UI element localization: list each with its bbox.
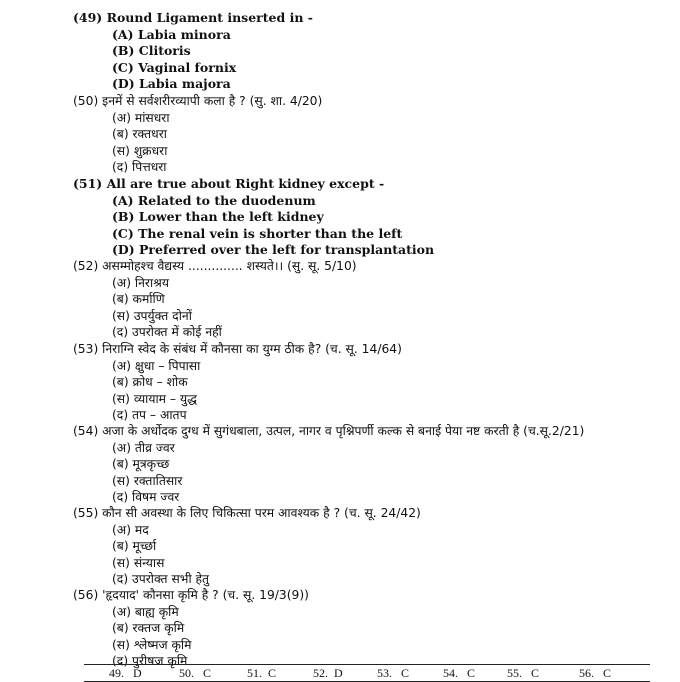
option-50-2: (ब) रक्तधरा: [112, 127, 167, 141]
option-56-4: (द) पुरीषज कृमि: [112, 654, 188, 668]
answer-key-item: 52. D: [313, 666, 343, 680]
option-49-3: (C) Vaginal fornix: [112, 59, 237, 75]
option-49-4: (D) Labia majora: [112, 76, 231, 91]
option-49-1: (A) Labia minora: [112, 26, 231, 42]
option-56-1: (अ) बाह्य कृमि: [112, 604, 179, 619]
option-52-4: (द) उपरोक्त में कोई नहीं: [112, 325, 222, 339]
option-51-3: (C) The renal vein is shorter than the left: [112, 225, 403, 241]
option-52-3: (स) उपर्युक्त दोनों: [112, 308, 192, 323]
option-53-4: (द) तप – आतप: [112, 408, 187, 422]
option-56-2: (ब) रक्तज कृमि: [112, 621, 185, 635]
question-49: (49) Round Ligament inserted in -: [73, 10, 313, 25]
answer-key-item: 53. C: [377, 666, 410, 680]
answer-key-item: 56. C: [579, 666, 612, 680]
option-51-4: (D) Preferred over the left for transplantation: [112, 242, 435, 257]
option-53-1: (अ) क्षुधा – पिपासा: [112, 358, 201, 373]
option-54-3: (स) रक्तातिसार: [112, 473, 183, 488]
question-55: (55) कौन सी अवस्था के लिए चिकित्सा परम आवश्यक है ? (च. सू. 24/42): [73, 506, 421, 520]
option-50-3: (स) शुक्रधरा: [112, 143, 168, 158]
answer-key-item: 55. C: [507, 666, 540, 680]
option-49-2: (B) Clitoris: [112, 43, 191, 58]
option-55-1: (अ) मद: [112, 522, 149, 537]
option-54-1: (अ) तीव्र ज्वर: [112, 440, 175, 455]
option-52-1: (अ) निराश्रय: [112, 275, 169, 290]
question-50: (50) इनमें से सर्वशरीरव्यापी कला है ? (सु. शा. 4/20): [73, 94, 323, 108]
answer-key-item: 54. C: [443, 666, 476, 680]
answer-key-bar: [84, 664, 650, 682]
option-54-2: (ब) मूत्रकृच्छ: [112, 457, 170, 471]
option-50-4: (द) पित्तधरा: [112, 160, 167, 174]
question-52: (52) असम्मोहश्च वैद्यस्य .............. शस्यते।। (सु. सू. 5/10): [73, 259, 357, 273]
option-52-2: (ब) कर्माणि: [112, 292, 165, 306]
answer-key-item: 51. C: [247, 666, 277, 680]
answer-key-item: 50. C: [179, 666, 212, 680]
option-53-3: (स) व्यायाम – युद्ध: [112, 391, 197, 406]
option-50-1: (अ) मांसधरा: [112, 110, 170, 125]
option-55-3: (स) संन्यास: [112, 555, 165, 570]
option-55-4: (द) उपरोक्त सभी हेतु: [112, 572, 210, 586]
answer-key-item: 49. D: [109, 666, 142, 680]
question-53: (53) निराग्नि स्वेद के संबंध में कौनसा का युग्म ठीक है? (च. सू. 14/64): [73, 342, 402, 356]
option-51-1: (A) Related to the duodenum: [112, 192, 316, 208]
option-53-2: (ब) क्रोध – शोक: [112, 375, 188, 389]
question-51: (51) All are true about Right kidney except -: [73, 176, 385, 191]
question-56: (56) 'हृदयाद' कौनसा कृमि है ? (च. सू. 19/3(9)): [73, 588, 309, 602]
option-55-2: (ब) मूर्च्छा: [112, 539, 157, 553]
option-54-4: (द) विषम ज्वर: [112, 490, 180, 504]
option-51-2: (B) Lower than the left kidney: [112, 209, 324, 224]
question-54: (54) अजा के अर्धोदक दुग्ध में सुगंधबाला, उत्पल, नागर व पृश्निपर्णी कल्क से बनाई पेया नष्ट करती है (च.सू.2/21): [73, 424, 585, 438]
option-56-3: (स) श्लेष्मज कृमि: [112, 637, 192, 652]
